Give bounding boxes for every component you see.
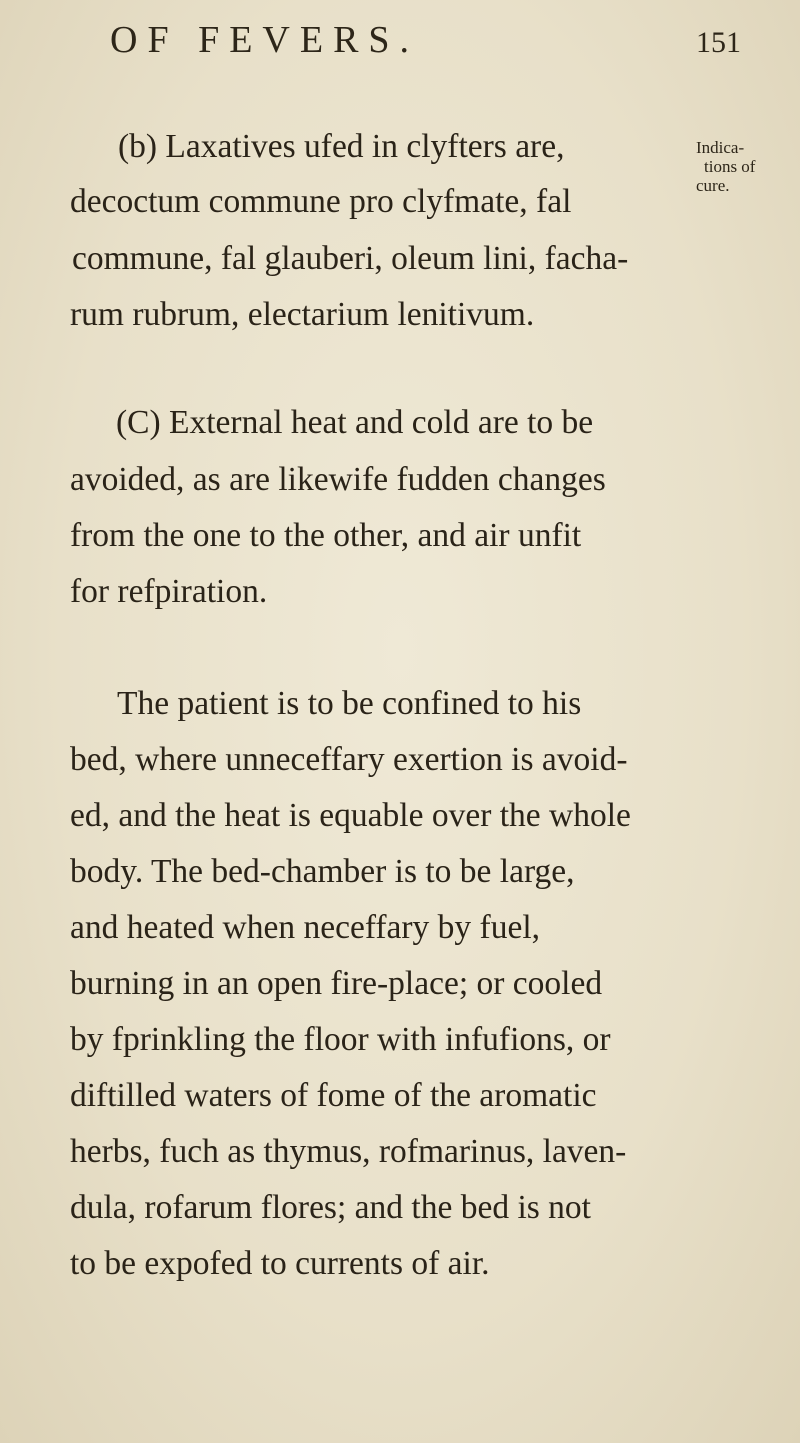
text-line-9: The patient is to be confined to his [117, 685, 582, 722]
text-line-14: burning in an open fire-place; or cooled [70, 965, 603, 1002]
text-line-8: for refpiration. [70, 573, 268, 610]
text-line-18: dula, rofarum flores; and the bed is not [70, 1189, 591, 1226]
text-line-15: by fprinkling the floor with infufions, or [70, 1021, 611, 1058]
margin-note-line-3: cure. [696, 176, 730, 195]
text-line-13: and heated when neceffary by fuel, [70, 909, 541, 946]
text-line-5: (C) External heat and cold are to be [116, 404, 594, 441]
text-line-11: ed, and the heat is equable over the whole [70, 797, 631, 834]
text-line-1: (b) Laxatives ufed in clyfters are, [118, 128, 565, 165]
margin-note [696, 138, 800, 195]
running-head: OF FEVERS. [110, 19, 420, 61]
text-line-12: body. The bed-chamber is to be large, [70, 853, 575, 890]
text-line-3: commune, fal glauberi, oleum lini, facha- [72, 240, 629, 277]
margin-note-line-2: tions of [704, 157, 756, 176]
margin-note-line-1: Indica- [696, 138, 745, 157]
text-line-4: rum rubrum, electarium lenitivum. [70, 296, 535, 333]
text-line-7: from the one to the other, and air unfit [70, 517, 582, 554]
text-line-6: avoided, as are likewife fudden changes [70, 461, 606, 498]
text-line-10: bed, where unneceffary exertion is avoid- [70, 741, 628, 778]
text-line-16: diftilled waters of fome of the aromatic [70, 1077, 597, 1114]
text-line-19: to be expofed to currents of air. [70, 1245, 490, 1282]
text-line-17: herbs, fuch as thymus, rofmarinus, laven- [70, 1133, 627, 1170]
text-line-2: decoctum commune pro clyfmate, fal [70, 183, 572, 220]
page-number: 151 [696, 26, 741, 59]
